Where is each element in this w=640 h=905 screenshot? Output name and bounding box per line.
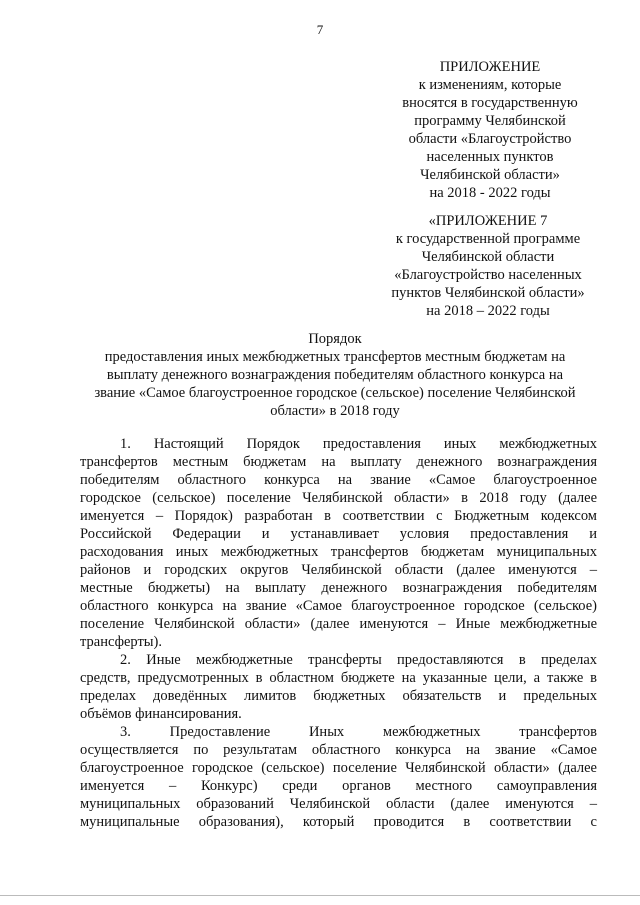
paragraph-3 xyxy=(80,723,597,831)
appendix-7-line: Челябинской области xyxy=(421,249,555,265)
paragraph-2 xyxy=(80,651,597,723)
text-line: 2. Иные межбюджетные трансферты предоставляются в пределах xyxy=(120,652,597,668)
text-line: 3. Предоставление Иных межбюджетных трансфертов xyxy=(120,724,597,740)
text-line: пределах доведённых лимитов бюджетных обязательств и предельных xyxy=(80,688,597,704)
text-line: Российской Федерации и устанавливает условия предоставления и xyxy=(80,526,597,542)
appendix-line: области «Благоустройство xyxy=(408,131,572,147)
text-line: районов и городских округов Челябинской области (далее именуются – xyxy=(80,562,597,578)
page-number: 7 xyxy=(316,22,324,37)
text-line: трансфертов местным бюджетам на выплату денежного вознаграждения xyxy=(80,454,597,470)
appendix-7-line: пунктов Челябинской области» xyxy=(391,285,585,301)
appendix-7-title: «ПРИЛОЖЕНИЕ 7 xyxy=(428,213,548,229)
appendix-7-line: «Благоустройство населенных xyxy=(394,267,582,283)
text-line: муниципальных образований Челябинской области (далее именуются – xyxy=(80,796,597,812)
text-line: осуществляется по результатам областного конкурса на звание «Самое xyxy=(80,742,597,758)
title-line: области» в 2018 году xyxy=(270,403,400,419)
text-line: именуется – Порядок) разработан в соответствии с Бюджетным кодексом xyxy=(80,508,597,524)
document-body xyxy=(80,435,597,831)
appendix-7-line: к государственной программе xyxy=(395,231,581,247)
text-line: именуется – Конкурс) среди органов местного самоуправления xyxy=(80,778,597,794)
appendix-line: вносятся в государственную xyxy=(402,95,578,111)
appendix-line: на 2018 - 2022 годы xyxy=(429,185,551,201)
title-heading: Порядок xyxy=(308,331,362,347)
text-line: победителям областного конкурса на звание «Самое благоустроенное xyxy=(80,472,597,488)
text-line: городское (сельское) поселение Челябинской области» в 2018 году (далее xyxy=(80,490,597,506)
appendix-title: ПРИЛОЖЕНИЕ xyxy=(439,59,541,75)
text-line: средств, предусмотренных в областном бюджете на указанные цели, а также в xyxy=(80,670,597,686)
document-title xyxy=(80,330,590,420)
text-line: 1. Настоящий Порядок предоставления иных межбюджетных xyxy=(120,436,597,452)
text-line: муниципальные образования), который проводится в соответствии с xyxy=(80,814,597,830)
text-line: расходования иных межбюджетных трансфертов бюджетам муниципальных xyxy=(80,544,597,560)
text-line: поселение Челябинской области» (далее именуются – Иные межбюджетные xyxy=(80,616,597,632)
appendix-line: программу Челябинской xyxy=(414,113,566,129)
appendix-header xyxy=(395,58,585,202)
text-line: трансферты). xyxy=(80,634,162,650)
appendix-7-line: на 2018 – 2022 годы xyxy=(426,303,550,319)
text-line: объёмов финансирования. xyxy=(80,706,242,722)
title-line: предоставления иных межбюджетных трансфертов местным бюджетам на xyxy=(104,349,566,365)
appendix-line: к изменениям, которые xyxy=(418,77,562,93)
appendix-line: Челябинской области» xyxy=(420,167,560,183)
title-line: звание «Самое благоустроенное городское (сельское) поселение Челябинской xyxy=(94,385,576,401)
text-line: местные бюджеты) на выплату денежного вознаграждения победителям xyxy=(80,580,597,596)
paragraph-1 xyxy=(80,435,597,651)
text-line: благоустроенное городское (сельское) поселение Челябинской области» (далее xyxy=(80,760,597,776)
text-line: областного конкурса на звание «Самое благоустроенное городское (сельское) xyxy=(80,598,597,614)
appendix-line: населенных пунктов xyxy=(426,149,554,165)
appendix-7-header xyxy=(368,212,608,320)
page-bottom-edge xyxy=(0,895,640,896)
title-line: выплату денежного вознаграждения победителям областного конкурса на xyxy=(106,367,564,383)
